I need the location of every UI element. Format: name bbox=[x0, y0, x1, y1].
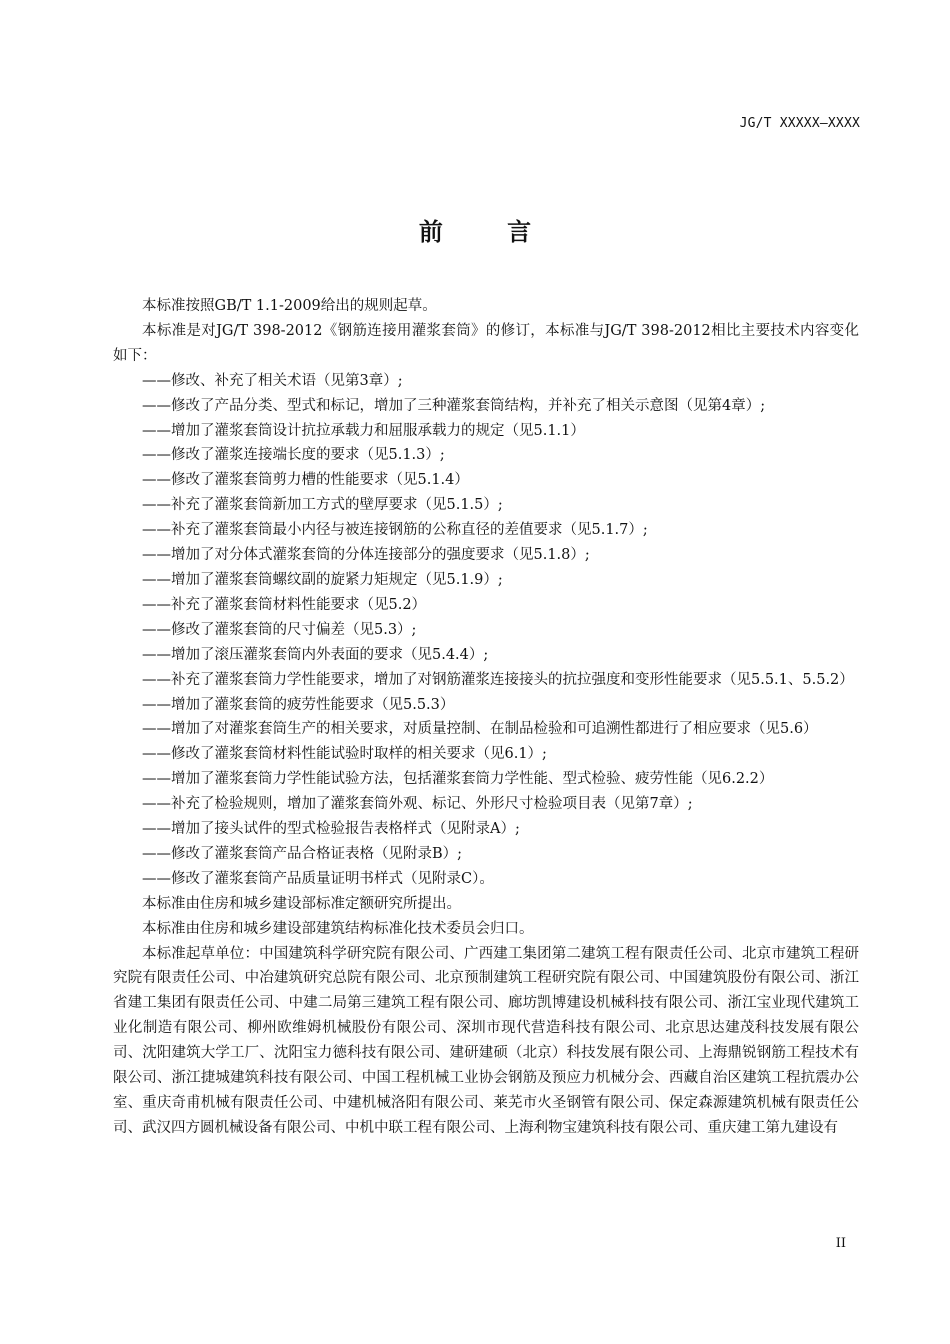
list-item: ——补充了灌浆套筒新加工方式的壁厚要求（见5.1.5）; bbox=[142, 497, 503, 514]
list-item: ——增加了对灌浆套筒生产的相关要求，对质量控制、在制品检验和可追溯性都进行了相应要求（见5.6） bbox=[142, 721, 818, 738]
list-item: ——增加了滚压灌浆套筒内外表面的要求（见5.4.4）; bbox=[142, 646, 489, 663]
paragraph: 本标准起草单位：中国建筑科学研究院有限公司、广西建工集团第二建筑工程有限责任公司、北京市建筑工程研究院有限责任公司、中冶建筑研究总院有限公司、北京预制建筑工程研究院有限公司、中国建筑股份有限公司、浙江省建工集团有限责任公司、中建二局第三建筑工程有限公司、廊坊凯博建设机械科技有限公司、浙江宝业现代建筑工业化制造有限公司、柳州欧维姆机械股份有限公司、深圳市现代营造科技有限公司、北京思达建茂科技发展有限公司、沈阳建筑大学工厂、沈阳宝力德科技有限公司、建研建硕（北京）科技发展有限公司、上海鼎锐钢筋工程技术有限公司、浙江捷城建筑科技有限公司、中国工程机械工业协会钢筋及预应力机械分会、西藏自治区建筑工程抗震办公室、重庆奇甫机械有限责任公司、中建机械洛阳有限公司、莱芜市火圣钢管有限公司、保定森源建筑机械有限责任公司、武汉四方圆机械设备有限公司、中机中联工程有限公司、上海利物宝建筑科技有限公司、重庆建工第九建设有 bbox=[113, 945, 859, 1136]
paragraph: 本标准由住房和城乡建设部标准定额研究所提出。 bbox=[142, 895, 461, 912]
list-item: ——修改了灌浆套筒产品质量证明书样式（见附录C）。 bbox=[142, 870, 494, 887]
list-item: ——修改了灌浆连接端长度的要求（见5.1.3）; bbox=[142, 447, 445, 464]
page-title: 前 言 bbox=[418, 218, 560, 246]
list-item: ——增加了灌浆套筒螺纹副的旋紧力矩规定（见5.1.9）; bbox=[142, 571, 503, 588]
list-item: ——补充了灌浆套筒力学性能要求，增加了对钢筋灌浆连接接头的抗拉强度和变形性能要求（见5.5.1、5.5.2） bbox=[142, 671, 854, 688]
document-body bbox=[113, 294, 859, 1141]
list-item: ——修改了灌浆套筒材料性能试验时取样的相关要求（见6.1）; bbox=[142, 746, 547, 763]
standard-code: JG/T XXXXX—XXXX bbox=[739, 116, 860, 131]
list-item: ——增加了对分体式灌浆套筒的分体连接部分的强度要求（见5.1.8）; bbox=[142, 547, 590, 564]
list-item: ——修改了产品分类、型式和标记，增加了三种灌浆套筒结构，并补充了相关示意图（见第4章）; bbox=[142, 397, 766, 414]
list-item: ——修改、补充了相关术语（见第3章）; bbox=[142, 372, 403, 389]
paragraph: 本标准由住房和城乡建设部建筑结构标准化技术委员会归口。 bbox=[142, 920, 534, 937]
paragraph: 本标准是对JG/T 398-2012《钢筋连接用灌浆套筒》的修订，本标准与JG/T 398-2012相比主要技术内容变化如下： bbox=[113, 322, 859, 364]
list-item: ——增加了灌浆套筒的疲劳性能要求（见5.5.3） bbox=[142, 696, 455, 713]
list-item: ——补充了灌浆套筒材料性能要求（见5.2） bbox=[142, 596, 427, 613]
list-item: ——补充了灌浆套筒最小内径与被连接钢筋的公称直径的差值要求（见5.1.7）; bbox=[142, 522, 648, 539]
list-item: ——补充了检验规则，增加了灌浆套筒外观、标记、外形尺寸检验项目表（见第7章）; bbox=[142, 796, 693, 813]
list-item: ——增加了灌浆套筒设计抗拉承载力和屈服承载力的规定（见5.1.1） bbox=[142, 422, 585, 439]
list-item: ——修改了灌浆套筒剪力槽的性能要求（见5.1.4） bbox=[142, 472, 469, 489]
paragraph: 本标准按照GB/T 1.1-2009给出的规则起草。 bbox=[142, 298, 437, 314]
list-item: ——修改了灌浆套筒产品合格证表格（见附录B）; bbox=[142, 845, 463, 862]
list-item: ——修改了灌浆套筒的尺寸偏差（见5.3）; bbox=[142, 621, 417, 638]
page-number: II bbox=[835, 1236, 846, 1251]
list-item: ——增加了灌浆套筒力学性能试验方法，包括灌浆套筒力学性能、型式检验、疲劳性能（见6.2.2） bbox=[142, 771, 774, 788]
list-item: ——增加了接头试件的型式检验报告表格样式（见附录A）; bbox=[142, 821, 520, 838]
